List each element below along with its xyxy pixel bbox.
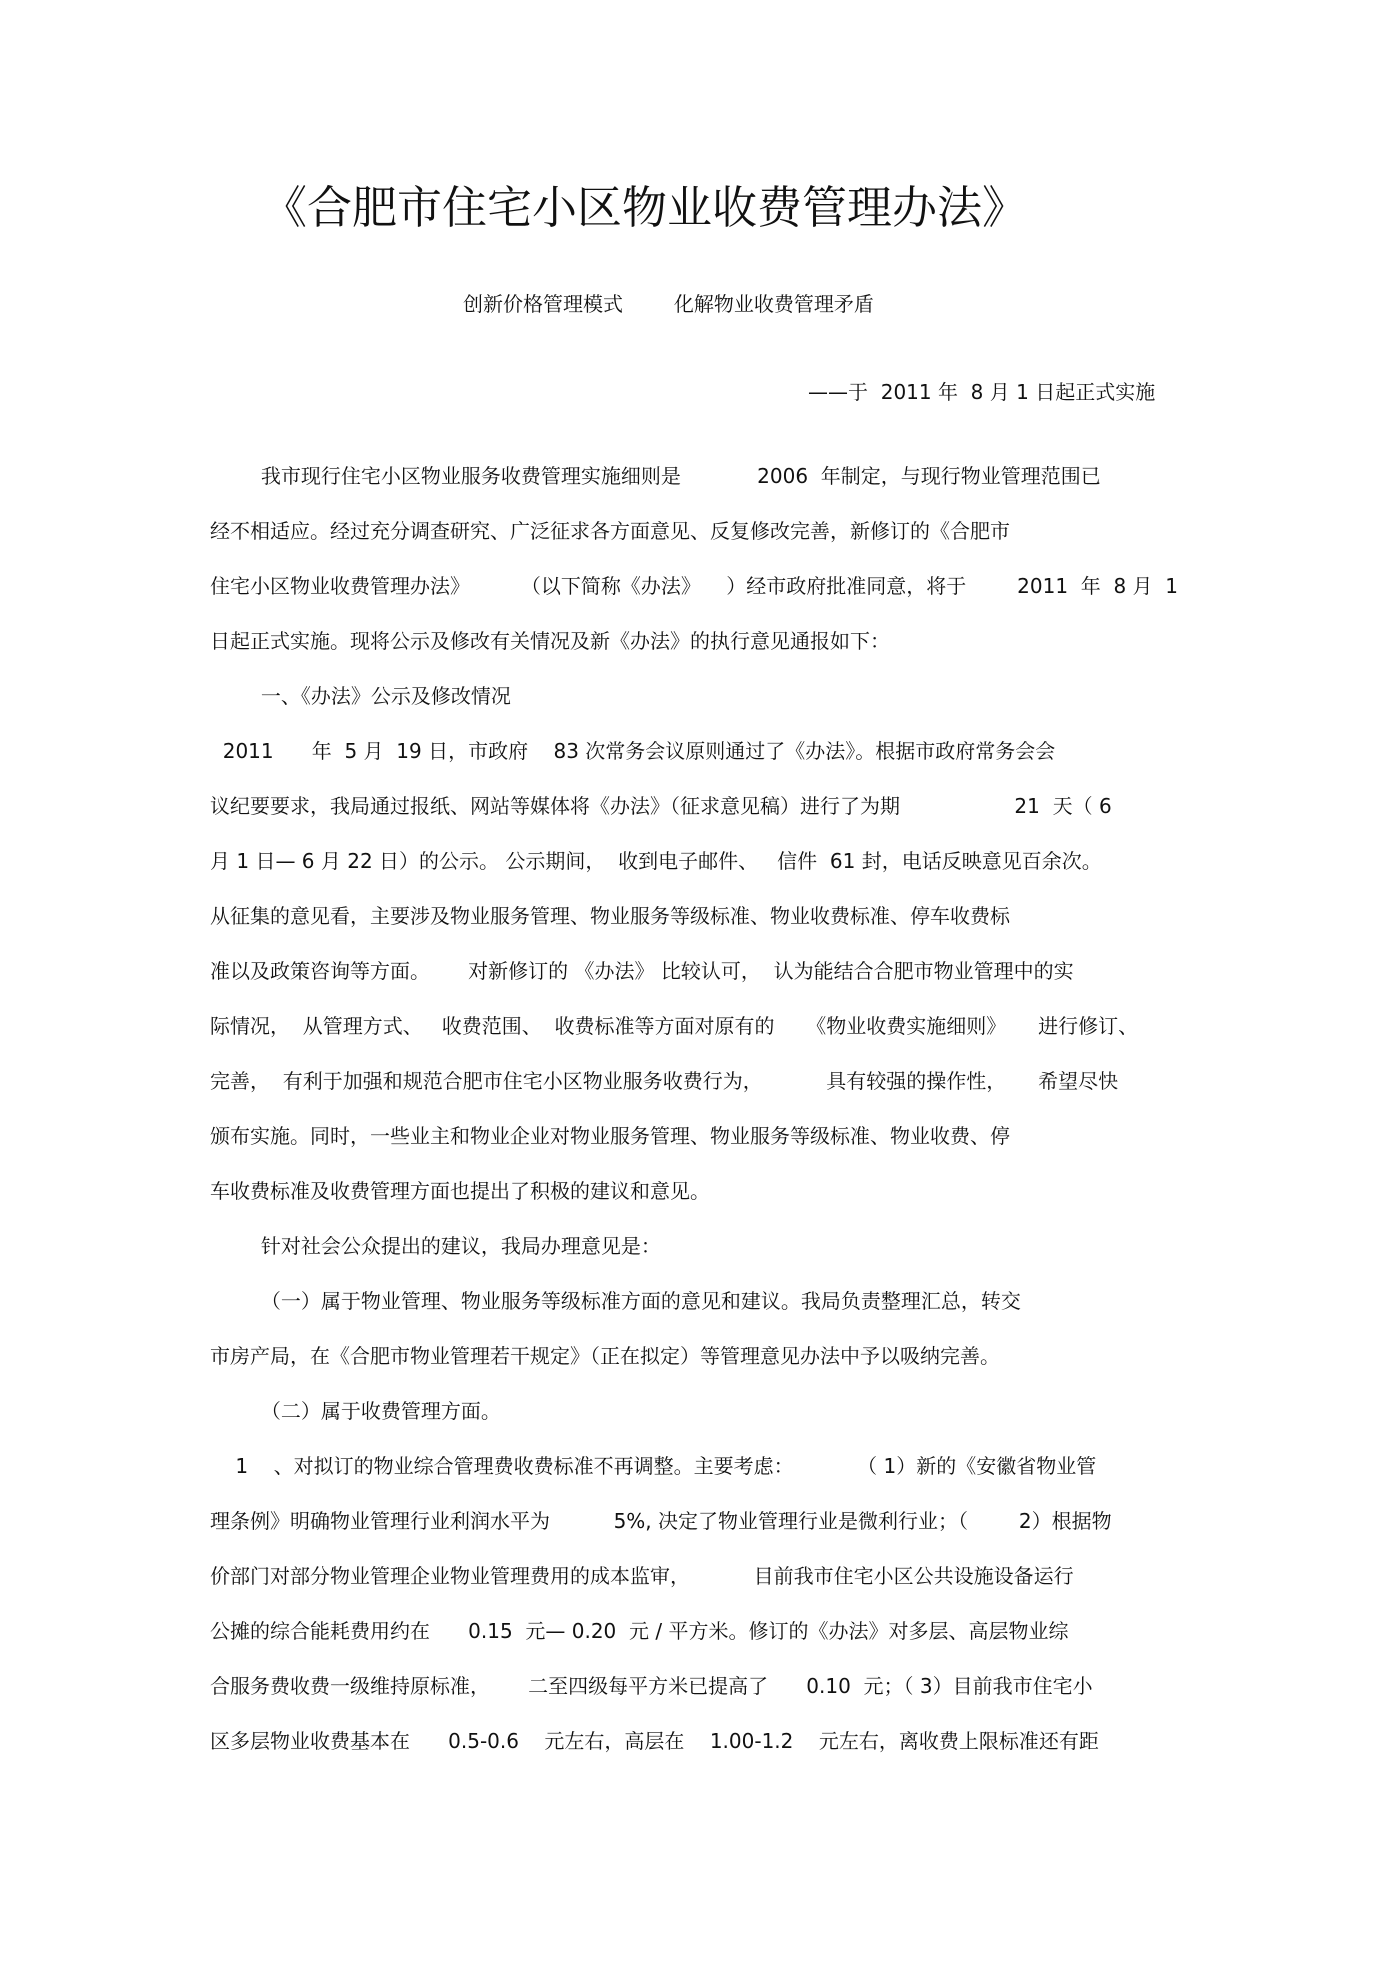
body-line: 区多层物业收费基本在 0.5-0.6 元左右，高层在 1.00-1.2 元左右，离收费上限标准还有距 (210, 1729, 1099, 1753)
body-line: 日起正式实施。现将公示及修改有关情况及新《办法》的执行意见通报如下： (210, 629, 890, 653)
body-line: 公摊的综合能耗费用约在 0.15 元— 0.20 元 / 平方米。修订的《办法》对多层、高层物业综 (210, 1619, 1069, 1643)
document-subtitle: 创新价格管理模式 化解物业收费管理矛盾 (463, 292, 874, 316)
body-line: 车收费标准及收费管理方面也提出了积极的建议和意见。 (210, 1179, 710, 1203)
body-line: 理条例》明确物业管理行业利润水平为 5%, 决定了物业管理行业是微利行业；（ 2）根据物 (210, 1509, 1112, 1533)
body-line: 从征集的意见看，主要涉及物业服务管理、物业服务等级标准、物业收费标准、停车收费标 (210, 904, 1010, 928)
body-line: 议纪要要求，我局通过报纸、网站等媒体将《办法》（征求意见稿）进行了为期 21 天（ 6 (210, 794, 1112, 818)
body-line: 1 、对拟订的物业综合管理费收费标准不再调整。主要考虑： （ 1）新的《安徽省物业管 (210, 1454, 1097, 1478)
body-line: 2011 年 5 月 19 日，市政府 83 次常务会议原则通过了《办法》。根据市政府常务会会 (210, 739, 1056, 763)
body-line: 完善， 有利于加强和规范合肥市住宅小区物业服务收费行为， 具有较强的操作性， 希望尽快 (210, 1069, 1119, 1093)
body-line: 针对社会公众提出的建议，我局办理意见是： (210, 1234, 661, 1258)
body-line: 经不相适应。经过充分调查研究、广泛征求各方面意见、反复修改完善，新修订的《合肥市 (210, 519, 1010, 543)
document-title: 《合肥市住宅小区物业收费管理办法》 (262, 181, 1028, 234)
body-line: （一）属于物业管理、物业服务等级标准方面的意见和建议。我局负责整理汇总，转交 (210, 1289, 1021, 1313)
body-line: 颁布实施。同时，一些业主和物业企业对物业服务管理、物业服务等级标准、物业收费、停 (210, 1124, 1010, 1148)
body-line: 月 1 日— 6 月 22 日）的公示。 公示期间， 收到电子邮件、 信件 61 封，电话反映意见百余次。 (210, 849, 1102, 873)
effective-date-line: ——于 2011 年 8 月 1 日起正式实施 (808, 380, 1156, 404)
body-line: 市房产局，在《合肥市物业管理若干规定》（正在拟定）等管理意见办法中予以吸纳完善。 (210, 1344, 1000, 1368)
body-line: 我市现行住宅小区物业服务收费管理实施细则是 2006 年制定，与现行物业管理范围已 (210, 464, 1101, 488)
body-line: 合服务费收费一级维持原标准， 二至四级每平方米已提高了 0.10 元；（ 3）目前我市住宅小 (210, 1674, 1093, 1698)
body-line: 准以及政策咨询等方面。 对新修订的 《办法》 比较认可， 认为能结合合肥市物业管理中的实 (210, 959, 1074, 983)
section-heading: （二）属于收费管理方面。 (210, 1399, 501, 1423)
body-line: 际情况， 从管理方式、 收费范围、 收费标准等方面对原有的 《物业收费实施细则》 进行修订、 (210, 1014, 1139, 1038)
body-line: 住宅小区物业收费管理办法》 （以下简称《办法》 ）经市政府批准同意，将于 2011 年 8 月 1 (210, 574, 1178, 598)
body-line: 价部门对部分物业管理企业物业管理费用的成本监审， 目前我市住宅小区公共设施设备运行 (210, 1564, 1074, 1588)
section-heading: 一、《办法》公示及修改情况 (210, 684, 511, 708)
